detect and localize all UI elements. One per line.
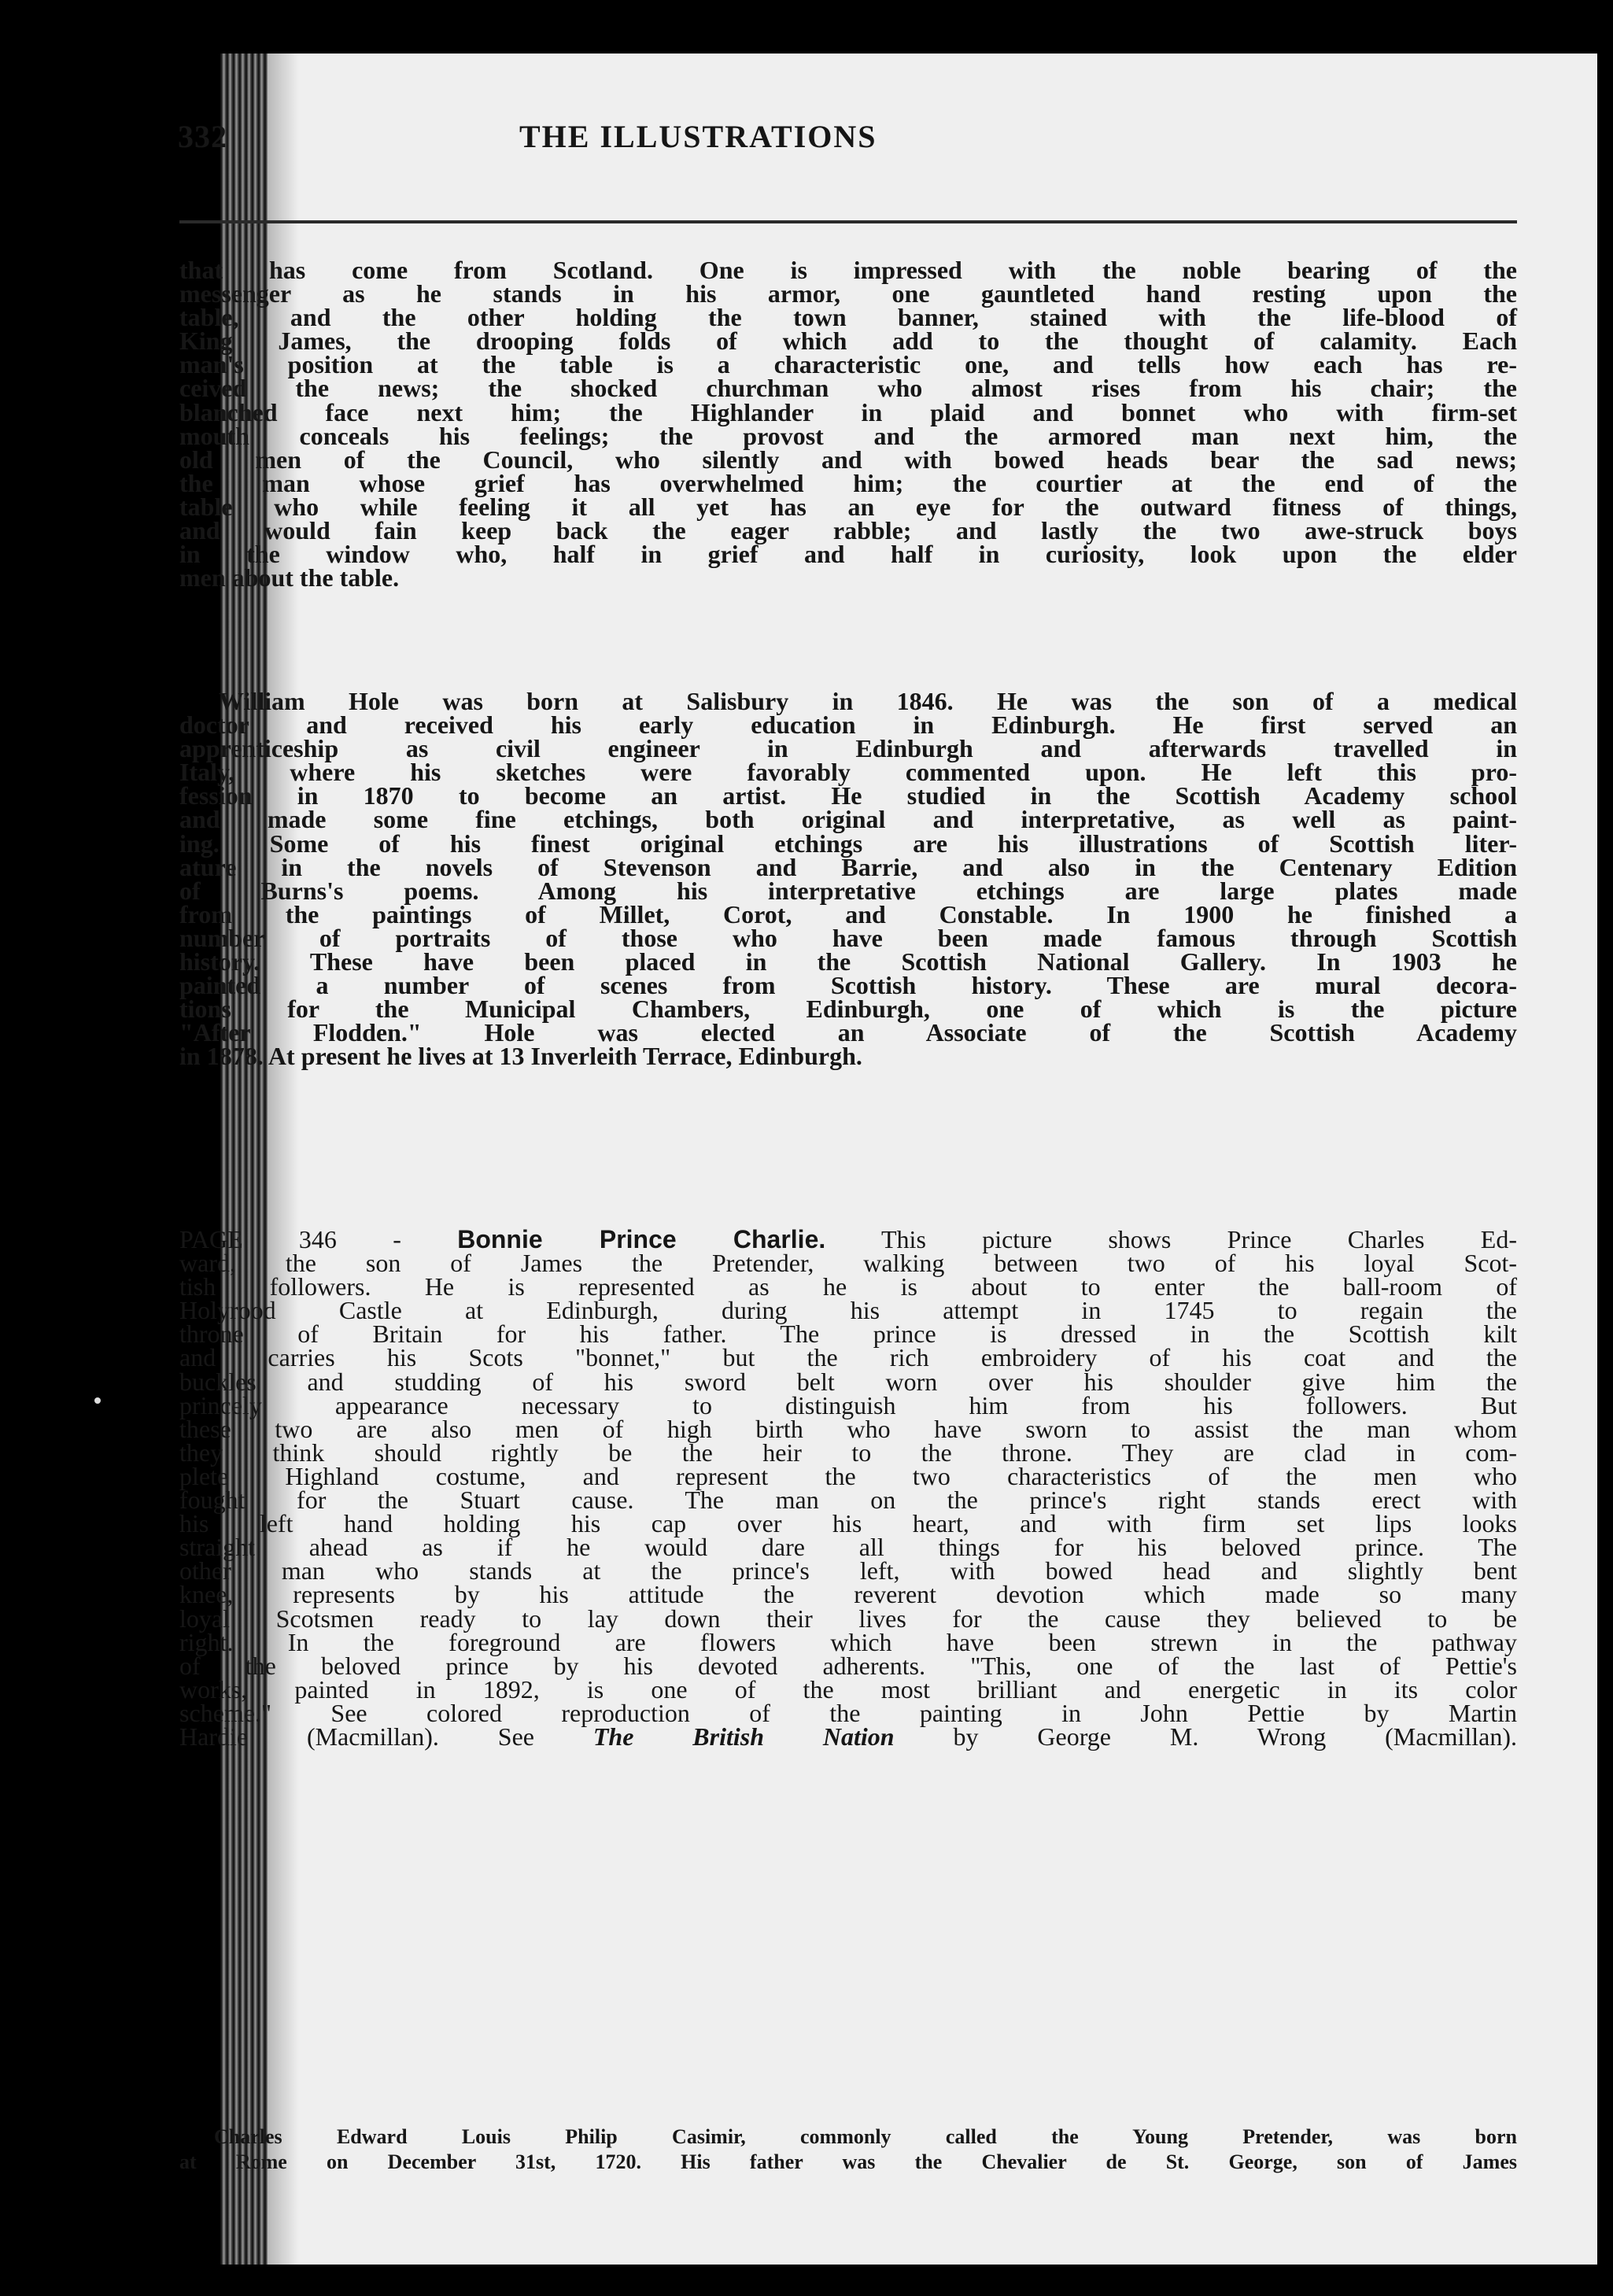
text-line: straight ahead as if he would dare all things for his beloved prince. The <box>179 1533 1517 1562</box>
text-line: "After Flodden." Hole was elected an Associate of the Scottish Academy <box>179 1018 1517 1047</box>
section-page-reference: PAGE 346 - <box>179 1225 401 1253</box>
text-line: old men of the Council, who silently and with bowed heads bear the sad news; <box>179 445 1517 474</box>
last-line-text-after-title: by George M. Wrong (Macmillan). <box>953 1722 1518 1751</box>
text-line: William Hole was born at Salisbury in 1846. He was the son of a medical <box>219 687 1517 715</box>
text-line: that has come from Scotland. One is impressed with the noble bearing of the <box>179 256 1517 284</box>
page-number: 332 <box>178 119 227 154</box>
text-line: his left hand holding his cap over his heart, and with firm set lips looks <box>179 1509 1517 1538</box>
section-title: Bonnie Prince Charlie. <box>457 1225 826 1253</box>
text-line: man's position at the table is a characteristic one, and tells how each has re- <box>179 350 1517 379</box>
book-title-italic: The British Nation <box>592 1722 895 1751</box>
paragraph-flodden-description <box>179 256 1517 592</box>
text-line: ward, the son of James the Pretender, walking between two of his loyal Scot- <box>179 1249 1517 1278</box>
text-line: of Burns's poems. Among his interpretative etchings are large plates made <box>179 876 1517 905</box>
text-line: they think should rightly be the heir to the throne. They are clad in com- <box>179 1438 1517 1467</box>
text-line: in 1878. At present he lives at 13 Inverleith Terrace, Edinburgh. <box>179 1042 862 1071</box>
text-line: from the paintings of Millet, Corot, and Constable. In 1900 he finished a <box>179 899 1517 928</box>
footnote <box>179 2124 1517 2175</box>
text-line: ature in the novels of Stevenson and Barrie, and also in the Centenary Edition <box>179 852 1517 881</box>
text-line: buckles and studding of his sword belt worn over his shoulder give him the <box>179 1367 1517 1396</box>
text-line: number of portraits of those who have been made famous through Scottish <box>179 923 1517 952</box>
text-line: table who while feeling it all yet has an eye for the outward fitness of things, <box>179 492 1517 521</box>
text-line: knee, represents by his attitude the reverent devotion which made so many <box>179 1580 1517 1609</box>
section-heading-line <box>179 1227 1517 1251</box>
footnote-line: Charles Edward Louis Philip Casimir, commonly called the Young Pretender, was born <box>214 2125 1517 2148</box>
text-line: and would fain keep back the eager rabble; and lastly the two awe-struck boys <box>179 516 1517 545</box>
text-line: in the window who, half in grief and half in curiosity, look upon the elder <box>179 540 1517 569</box>
running-title: THE ILLUSTRATIONS <box>519 119 877 154</box>
section-bonnie-prince-charlie <box>179 1225 1518 1751</box>
text-line: messenger as he stands in his armor, one gauntleted hand resting upon the <box>179 279 1517 308</box>
text-line: fession in 1870 to become an artist. He studied in the Scottish Academy school <box>179 781 1517 810</box>
text-line: plete Highland costume, and represent the two characteristics of the men who <box>179 1461 1517 1490</box>
section-first-line-text: This picture shows Prince Charles Ed- <box>881 1225 1518 1253</box>
text-line: and carries his Scots "bonnet," but the rich embroidery of his coat and the <box>179 1343 1517 1372</box>
text-line: tions for the Municipal Chambers, Edinburgh, one of which is the picture <box>179 995 1517 1024</box>
text-line: blanched face next him; the Highlander in plaid and bonnet who with firm-set <box>179 397 1517 426</box>
text-line: princely appearance necessary to distinguish him from his followers. But <box>179 1390 1517 1419</box>
text-line: Italy, where his sketches were favorably commented upon. He left this pro- <box>179 758 1517 787</box>
paragraph-william-hole-biography <box>179 689 1517 1069</box>
text-line: doctor and received his early education in Edinburgh. He first served an <box>179 711 1517 740</box>
text-line: King James, the drooping folds of which add to the thought of calamity. Each <box>179 327 1517 356</box>
text-line: ing. Some of his finest original etchings are his illustrations of Scottish liter- <box>179 829 1517 858</box>
text-line: right. In the foreground are flowers which have been strewn in the pathway <box>179 1627 1517 1656</box>
text-line: history. These have been placed in the Scottish National Gallery. In 1903 he <box>179 947 1517 976</box>
text-line: mouth conceals his feelings; the provost and the armored man next him, the <box>179 421 1517 450</box>
last-line-text-before-title: Hardie (Macmillan). See <box>179 1722 534 1751</box>
text-line: throne of Britain for his father. The prince is dressed in the Scottish kilt <box>179 1320 1517 1349</box>
page-header <box>178 113 1515 161</box>
text-line: ceived the news; the shocked churchman who almost rises from his chair; the <box>179 374 1517 403</box>
text-line: table, and the other holding the town banner, stained with the life-blood of <box>179 303 1517 332</box>
text-line: of the beloved prince by his devoted adherents. "This, one of the last of Pettie's <box>179 1651 1517 1680</box>
header-rule <box>179 220 1517 223</box>
text-line: apprenticeship as civil engineer in Edinburgh and afterwards travelled in <box>179 734 1517 763</box>
text-line: men about the table. <box>179 563 400 592</box>
text-line: these two are also men of high birth who have sworn to assist the man whom <box>179 1414 1517 1443</box>
text-line: other man who stands at the prince's left, with bowed head and slightly bent <box>179 1556 1517 1585</box>
text-line: works, painted in 1892, is one of the most brilliant and energetic in its color <box>179 1674 1517 1704</box>
text-line: scheme." See colored reproduction of the painting in John Pettie by Martin <box>179 1698 1517 1727</box>
text-line: tish followers. He is represented as he is about to enter the ball-room of <box>179 1272 1517 1301</box>
dust-speck <box>996 31 1001 36</box>
text-line: the man whose grief has overwhelmed him; the courtier at the end of the <box>179 468 1517 497</box>
text-line: painted a number of scenes from Scottish history. These are mural decora- <box>179 971 1517 1000</box>
section-last-line <box>179 1722 1518 1751</box>
footnote-line: at Rome on December 31st, 1720. His father was the Chevalier de St. George, son of James <box>179 2150 1517 2173</box>
dust-speck <box>94 1397 101 1404</box>
text-line: fought for the Stuart cause. The man on the prince's right stands erect with <box>179 1486 1517 1515</box>
text-line: Holyrood Castle at Edinburgh, during his attempt in 1745 to regain the <box>179 1296 1517 1325</box>
text-line: and made some fine etchings, both original and interpretative, as well as paint- <box>179 805 1517 834</box>
text-line: loyal Scotsmen ready to lay down their lives for the cause they believed to be <box>179 1604 1517 1633</box>
